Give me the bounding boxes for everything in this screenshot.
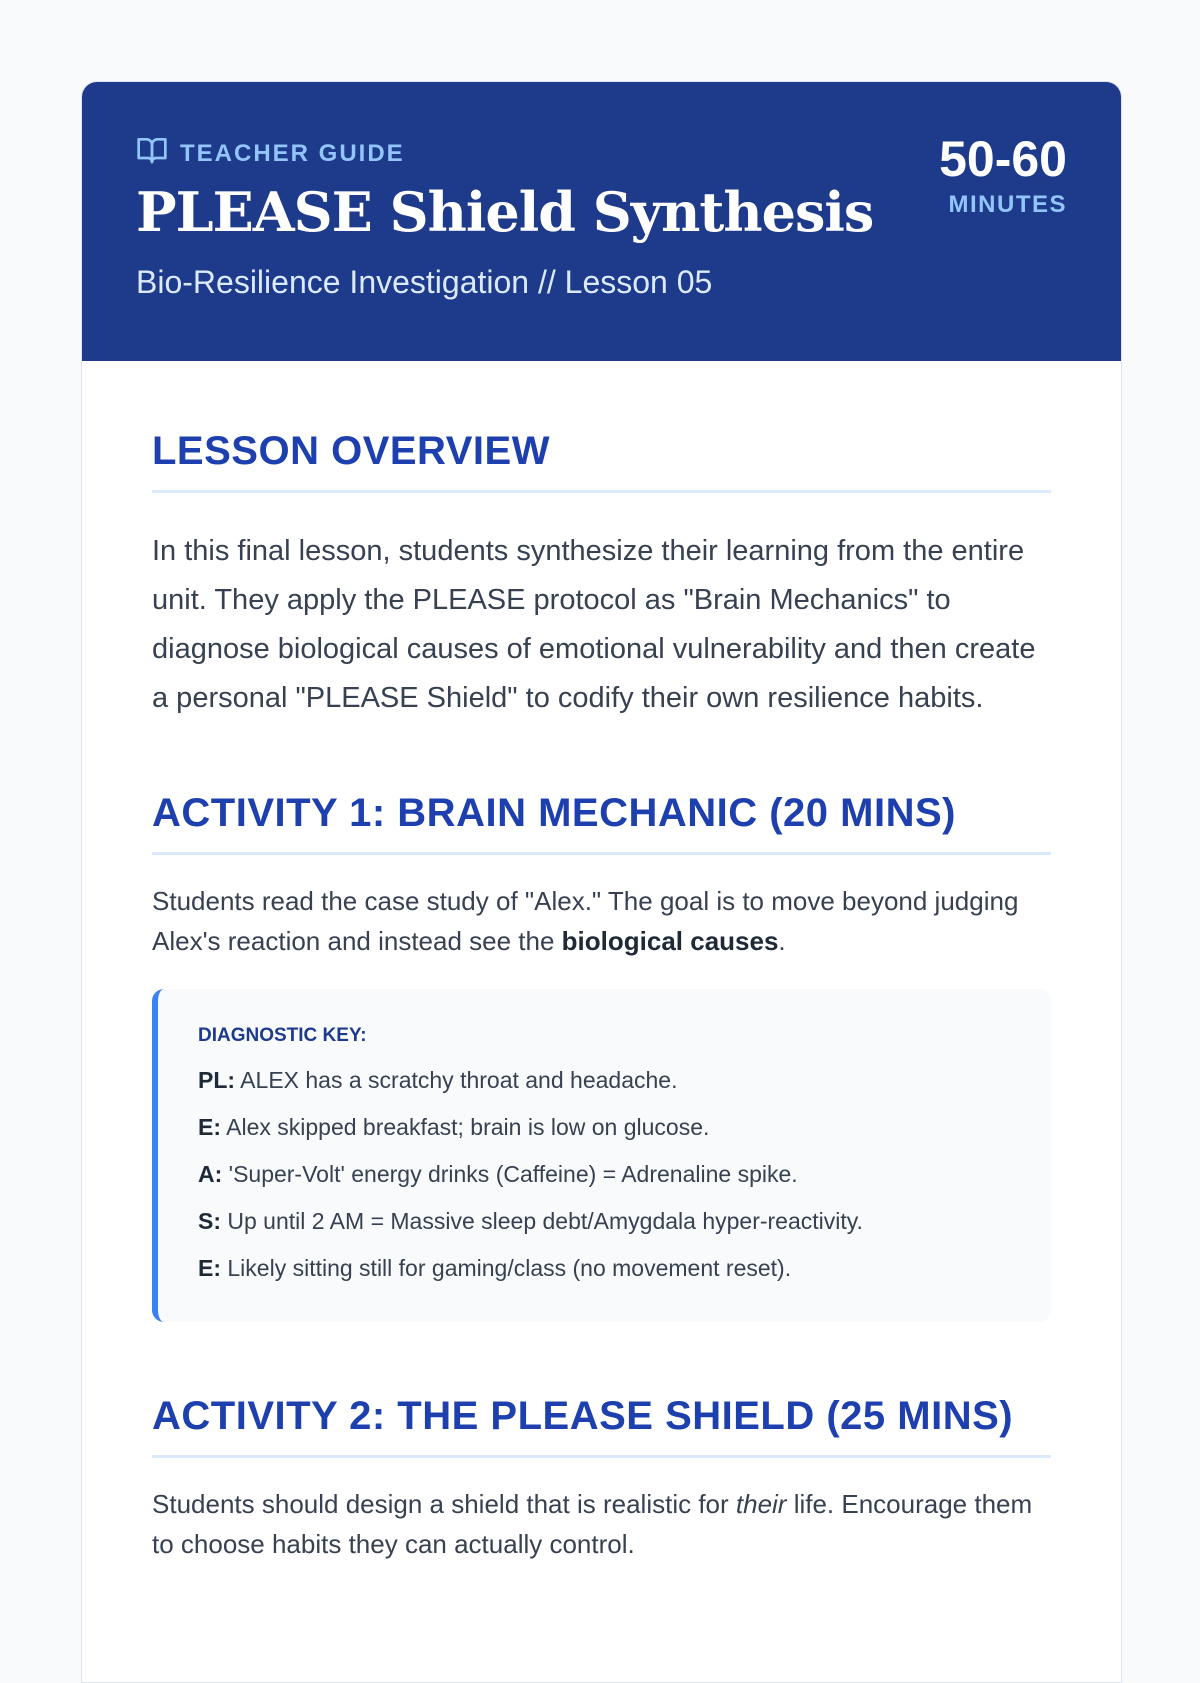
- key-row-text: 'Super-Volt' energy drinks (Caffeine) = Adrenaline spike.: [222, 1161, 798, 1187]
- key-row-text: Likely sitting still for gaming/class (no movement reset).: [221, 1255, 792, 1281]
- key-row-text: Up until 2 AM = Massive sleep debt/Amygdala hyper-reactivity.: [221, 1208, 863, 1234]
- duration-value: 50-60: [939, 131, 1067, 187]
- key-row-text: ALEX has a scratchy throat and headache.: [235, 1067, 678, 1093]
- activity2-text: [152, 1484, 1051, 1564]
- activity1-heading: ACTIVITY 1: BRAIN MECHANIC (20 MINS): [152, 791, 1051, 855]
- overview-heading: LESSON OVERVIEW: [152, 429, 1051, 493]
- activity2-text-start: Students should design a shield that is realistic for: [152, 1489, 736, 1519]
- activity2-heading: ACTIVITY 2: THE PLEASE SHIELD (25 MINS): [152, 1394, 1051, 1458]
- page-subtitle: Bio-Resilience Investigation // Lesson 05: [136, 264, 713, 300]
- lesson-header: [82, 82, 1121, 361]
- diagnostic-key-row: [198, 1245, 1011, 1292]
- key-row-label: E:: [198, 1114, 221, 1140]
- activity1-text-start: Students read the case study of "Alex." The goal is to move beyond judging Alex's reaction and instead see the: [152, 886, 1019, 956]
- key-row-text: Alex skipped breakfast; brain is low on glucose.: [221, 1114, 710, 1140]
- key-row-label: PL:: [198, 1067, 236, 1093]
- diagnostic-key-title: DIAGNOSTIC KEY:: [198, 1025, 367, 1046]
- diagnostic-key-row: [198, 1104, 1011, 1151]
- diagnostic-key-box: [152, 989, 1051, 1322]
- overview-text: In this final lesson, students synthesize their learning from the entire unit. They apply the PLEASE protocol as "Brain Mechanics" to diagnose biological causes of emotional vulnerability and then create a personal "PLEASE Shield" to codify their own resilience habits.: [152, 535, 1036, 714]
- guide-label-text: TEACHER GUIDE: [180, 139, 405, 167]
- page-title: PLEASE Shield Synthesis: [136, 180, 874, 244]
- lesson-body: [82, 429, 1121, 1564]
- activity1-text-bold: biological causes: [561, 926, 779, 956]
- guide-label: [136, 134, 405, 173]
- diagnostic-key-row: [198, 1151, 1011, 1198]
- lesson-card: [81, 81, 1122, 1683]
- book-open-icon: [136, 134, 168, 173]
- duration-badge: [939, 132, 1067, 219]
- key-row-label: E:: [198, 1255, 221, 1281]
- key-row-label: A:: [198, 1161, 223, 1187]
- diagnostic-key-row: [198, 1198, 1011, 1245]
- activity2-text-end: life. Encourage them to choose habits they can actually control.: [152, 1489, 1033, 1559]
- key-row-label: S:: [198, 1208, 221, 1234]
- activity1-text: [152, 881, 1051, 961]
- duration-unit: MINUTES: [948, 191, 1067, 218]
- activity1-text-end: .: [778, 926, 786, 956]
- activity2-text-italic: their: [735, 1489, 787, 1519]
- diagnostic-key-row: [198, 1057, 1011, 1104]
